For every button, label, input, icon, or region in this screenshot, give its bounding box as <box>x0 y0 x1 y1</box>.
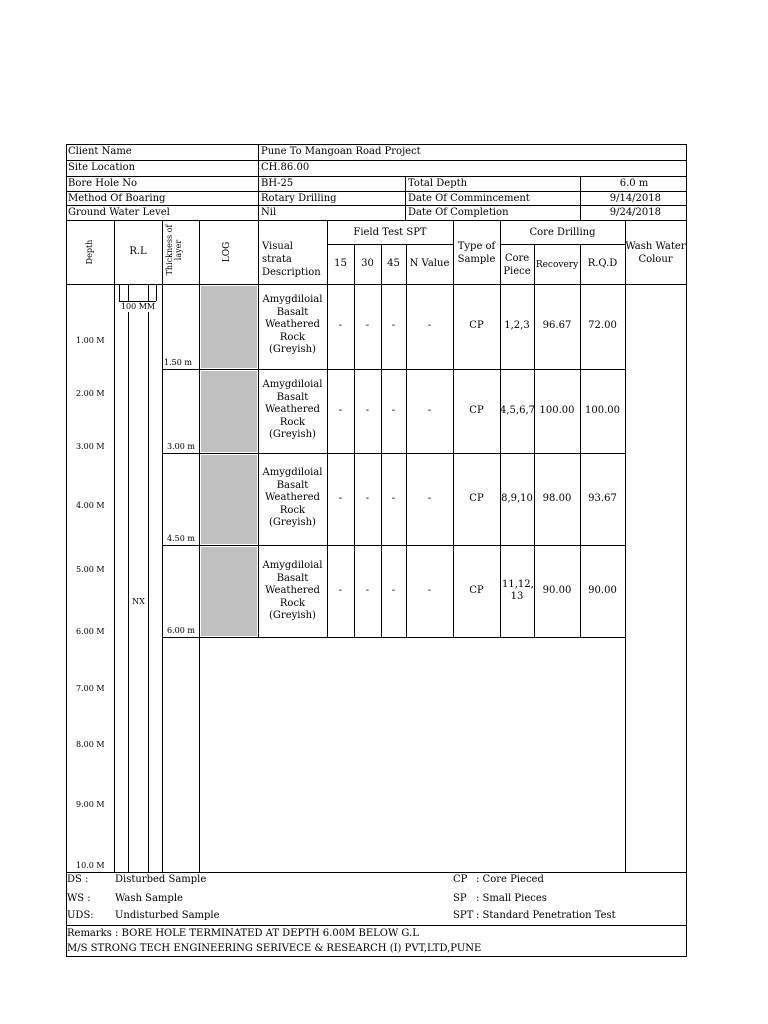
commence-value: 9/14/2018 <box>609 193 661 204</box>
rqd-value: 93.67 <box>588 493 617 504</box>
legend-ds-text: Disturbed Sample <box>115 874 207 885</box>
gwl-value: Nil <box>261 207 277 218</box>
legend-ws-text: Wash Sample <box>115 893 183 904</box>
remarks-line: Remarks : BORE HOLE TERMINATED AT DEPTH 6.00M BELOW G.L <box>67 928 419 939</box>
depth-label: 10.0 M <box>76 861 105 870</box>
spt30-header: 30 <box>361 258 374 269</box>
recovery-value: 90.00 <box>542 585 572 596</box>
legend-sp-code: SP <box>453 893 467 904</box>
spt30-value: - <box>365 585 370 596</box>
nvalue-value: - <box>427 493 432 504</box>
depth-label: 6.00 M <box>76 627 105 636</box>
thickness-label: 1.50 m <box>164 358 192 367</box>
thickness-header: Thickness of layer <box>165 224 183 276</box>
legend-uds-text: Undisturbed Sample <box>115 910 220 921</box>
wash-water-header: Wash Water Colour <box>625 241 686 265</box>
spt30-value: - <box>365 320 370 331</box>
log-fill-2 <box>201 371 257 452</box>
layer-description: Amygdiloial Basalt Weathered Rock (Greyish) <box>262 467 323 528</box>
thickness-label: 3.00 m <box>167 442 195 451</box>
client-label: Client Name <box>68 146 132 157</box>
depth-label: 8.00 M <box>76 740 105 749</box>
legend-cp-text: : Core Pieced <box>476 874 544 885</box>
legend-sp-text: : Small Pieces <box>476 893 547 904</box>
core-piece-value: 8,9,10 <box>501 493 533 504</box>
thickness-label: 4.50 m <box>167 534 195 543</box>
depth-label: 2.00 M <box>76 389 105 398</box>
legend-ws-code: WS : <box>67 893 91 904</box>
method-value: Rotary Drilling <box>261 193 337 204</box>
log-fill-1 <box>201 286 257 368</box>
legend-cp-code: CP <box>453 874 468 885</box>
method-label: Method Of Boaring <box>68 193 166 204</box>
spt45-value: - <box>391 493 396 504</box>
core-drilling-header: Core Drilling <box>529 227 596 238</box>
rqd-value: 100.00 <box>585 405 620 416</box>
depth-header: Depth <box>85 239 94 265</box>
sample-type-value: CP <box>469 585 484 596</box>
total-depth-label: Total Depth <box>408 178 468 189</box>
site-value: CH.86.00 <box>261 162 310 173</box>
spt45-value: - <box>391 405 396 416</box>
layer-description: Amygdiloial Basalt Weathered Rock (Greyish) <box>262 379 323 440</box>
layer-description: Amygdiloial Basalt Weathered Rock (Greyish) <box>262 294 323 355</box>
depth-label: 9.00 M <box>76 800 105 809</box>
casing-100mm: 100 MM <box>118 302 158 312</box>
type-sample-header: Type of Sample <box>457 241 496 265</box>
core-piece-value: 11,12, 13 <box>502 579 534 602</box>
layer-description: Amygdiloial Basalt Weathered Rock (Greyish) <box>262 560 323 621</box>
completion-value: 9/24/2018 <box>609 207 661 218</box>
log-header: LOG <box>222 241 232 263</box>
legend-uds-code: UDS: <box>67 910 94 921</box>
legend-spt-code: SPT <box>453 910 474 921</box>
depth-label: 7.00 M <box>76 684 105 693</box>
depth-label: 4.00 M <box>76 501 105 510</box>
total-depth-value: 6.0 m <box>619 178 649 189</box>
core-piece-header: Core Piece <box>503 253 531 277</box>
spt15-header: 15 <box>334 258 347 269</box>
legend-spt-text: : Standard Penetration Test <box>476 910 616 921</box>
commence-label: Date Of Commincement <box>408 193 530 204</box>
gwl-label: Ground Water Level <box>68 207 170 218</box>
spt15-value: - <box>338 493 343 504</box>
spt45-value: - <box>391 585 396 596</box>
nvalue-value: - <box>427 320 432 331</box>
log-fill-4 <box>201 547 257 636</box>
nvalue-value: - <box>427 585 432 596</box>
depth-label: 3.00 M <box>76 442 105 451</box>
spt15-value: - <box>338 405 343 416</box>
borehole-label: Bore Hole No <box>68 178 138 189</box>
spt15-value: - <box>338 320 343 331</box>
thickness-label: 6.00 m <box>167 626 195 635</box>
visual-header: Visual strata Description <box>262 241 321 278</box>
rqd-value: 90.00 <box>588 585 617 596</box>
site-label: Site Location <box>68 162 136 173</box>
client-value: Pune To Mangoan Road Project <box>261 146 421 157</box>
borehole-value: BH-25 <box>261 178 294 189</box>
completion-label: Date Of Completion <box>408 207 509 218</box>
company-line: M/S STRONG TECH ENGINEERING SERIVECE & RESEARCH (I) PVT,LTD,PUNE <box>67 943 482 954</box>
core-piece-value: 1,2,3 <box>504 320 530 331</box>
recovery-value: 100.00 <box>539 405 575 416</box>
sample-type-value: CP <box>469 320 484 331</box>
rqd-header: R.Q.D <box>587 258 618 269</box>
spt15-value: - <box>338 585 343 596</box>
nvalue-value: - <box>427 405 432 416</box>
depth-label: 1.00 M <box>76 336 105 345</box>
field-test-header: Field Test SPT <box>353 227 427 238</box>
sample-type-value: CP <box>469 405 484 416</box>
sample-type-value: CP <box>469 493 484 504</box>
recovery-value: 96.67 <box>542 320 572 331</box>
nvalue-header: N Value <box>409 258 450 269</box>
log-fill-3 <box>201 455 257 544</box>
legend-ds-code: DS : <box>67 874 89 885</box>
recovery-value: 98.00 <box>542 493 572 504</box>
core-piece-value: 4,5,6,7 <box>500 405 535 416</box>
spt30-value: - <box>365 493 370 504</box>
depth-label: 5.00 M <box>76 565 105 574</box>
spt45-header: 45 <box>387 258 400 269</box>
rl-header: R.L <box>129 246 147 257</box>
recovery-header: Recovery <box>535 260 579 270</box>
spt30-value: - <box>365 405 370 416</box>
casing-nx: NX <box>129 597 148 607</box>
rqd-value: 72.00 <box>588 320 617 331</box>
spt45-value: - <box>391 320 396 331</box>
